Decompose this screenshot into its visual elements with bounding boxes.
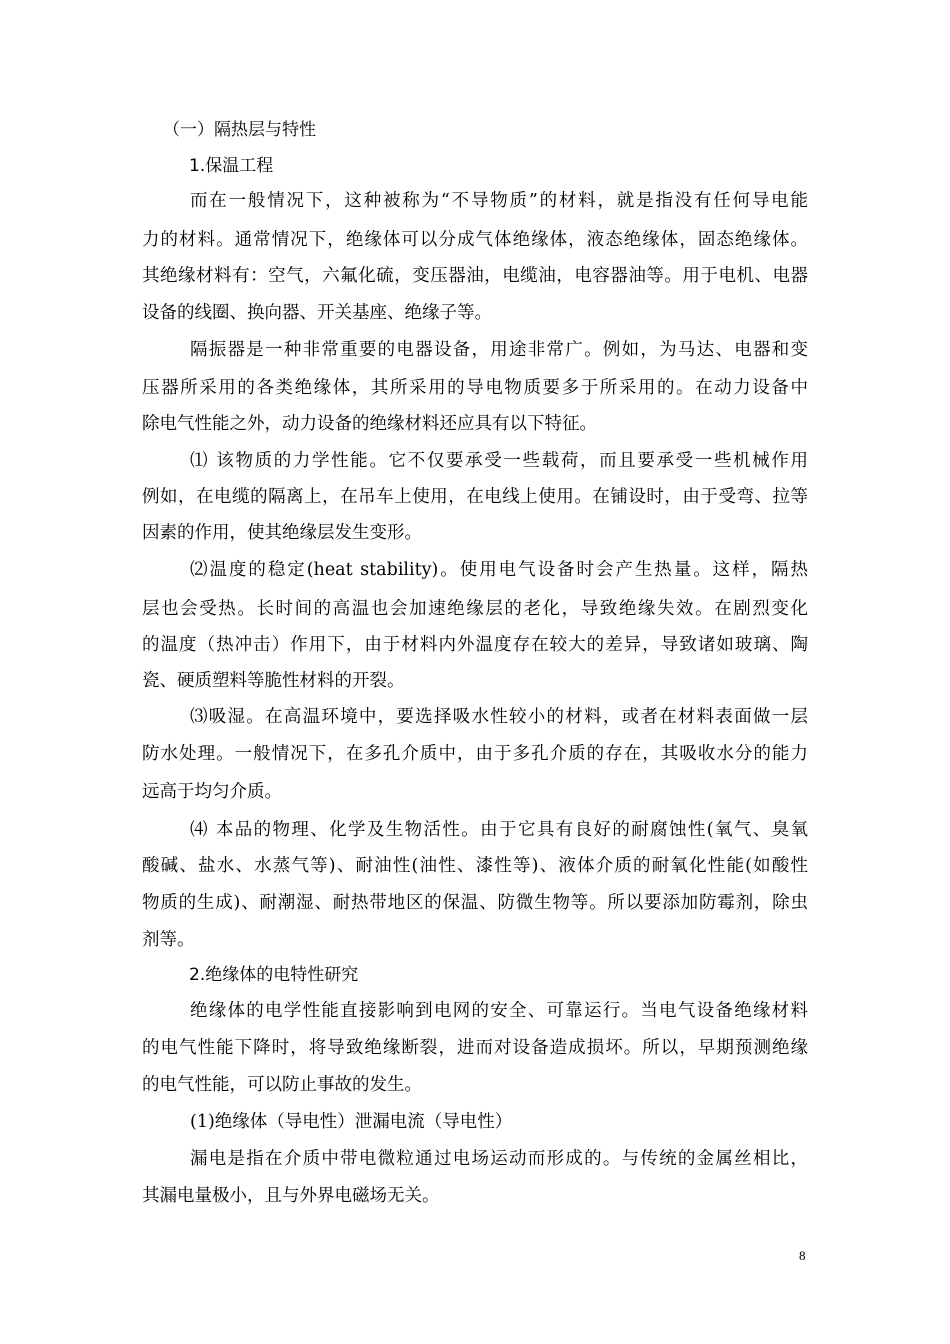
subsection-heading-1: 1.保温工程 — [189, 156, 274, 176]
list-item-line: 剂等。 — [142, 930, 195, 950]
list-item-line: 物质的生成)、耐潮湿、耐热带地区的保温、防微生物等。所以要添加防霉剂，除虫 — [142, 893, 808, 913]
paragraph-line: 除电气性能之外，动力设备的绝缘材料还应具有以下特征。 — [142, 414, 597, 434]
subsection-heading-2: 2.绝缘体的电特性研究 — [189, 965, 359, 985]
list-item-line: 瓷、硬质塑料等脆性材料的开裂。 — [142, 671, 405, 691]
paragraph-line: 的电气性能下降时，将导致绝缘断裂，进而对设备造成损坏。所以，早期预测绝缘 — [142, 1038, 808, 1058]
list-item-line: 例如，在电缆的隔离上，在吊车上使用，在电线上使用。在铺设时，由于受弯、拉等 — [142, 487, 808, 507]
list-item-line: 远高于均匀介质。 — [142, 782, 282, 802]
list-item-line: ⑵温度的稳定(heat stability)。使用电气设备时会产生热量。这样，隔热 — [190, 560, 808, 580]
paragraph-line: 设备的线圈、换向器、开关基座、绝缘子等。 — [142, 303, 492, 323]
list-item-line: ⑴ 该物质的力学性能。它不仅要承受一些载荷，而且要承受一些机械作用 — [190, 451, 808, 471]
paragraph-line: 其漏电量极小，且与外界电磁场无关。 — [142, 1186, 440, 1206]
list-item-line: 因素的作用，使其绝缘层发生变形。 — [142, 523, 422, 543]
list-item-line: ⑷ 本品的物理、化学及生物活性。由于它具有良好的耐腐蚀性(氧气、臭氧 — [190, 820, 808, 840]
paragraph-line: 绝缘体的电学性能直接影响到电网的安全、可靠运行。当电气设备绝缘材料 — [190, 1001, 808, 1021]
paragraph-line: 隔振器是一种非常重要的电器设备，用途非常广。例如，为马达、电器和变 — [190, 340, 808, 360]
section-title: （一）隔热层与特性 — [163, 120, 316, 140]
paragraph-line: 力的材料。通常情况下，绝缘体可以分成气体绝缘体，液态绝缘体，固态绝缘体。 — [142, 230, 808, 250]
paragraph-line: 压器所采用的各类绝缘体，其所采用的导电物质要多于所采用的。在动力设备中 — [142, 378, 808, 398]
subheading-line: (1)绝缘体（导电性）泄漏电流（导电性） — [190, 1112, 513, 1132]
list-item-line: 层也会受热。长时间的高温也会加速绝缘层的老化，导致绝缘失效。在剧烈变化 — [142, 599, 808, 619]
list-item-line: 防水处理。一般情况下，在多孔介质中，由于多孔介质的存在，其吸收水分的能力 — [142, 744, 808, 764]
list-item-line: 酸碱、盐水、水蒸气等)、耐油性(油性、漆性等)、液体介质的耐氧化性能(如酸性 — [142, 856, 808, 876]
list-item-line: 的温度（热冲击）作用下，由于材料内外温度存在较大的差异，导致诸如玻璃、陶 — [142, 635, 808, 655]
list-item-line: ⑶吸湿。在高温环境中，要选择吸水性较小的材料，或者在材料表面做一层 — [190, 707, 808, 727]
paragraph-line: 的电气性能，可以防止事故的发生。 — [142, 1075, 422, 1095]
paragraph-line: 而在一般情况下，这种被称为“不导物质”的材料，就是指没有任何导电能 — [190, 191, 808, 211]
paragraph-line: 其绝缘材料有：空气，六氟化硫，变压器油，电缆油，电容器油等。用于电机、电器 — [142, 266, 808, 286]
page-number: 8 — [799, 1248, 806, 1263]
paragraph-line: 漏电是指在介质中带电微粒通过电场运动而形成的。与传统的金属丝相比， — [190, 1149, 808, 1169]
